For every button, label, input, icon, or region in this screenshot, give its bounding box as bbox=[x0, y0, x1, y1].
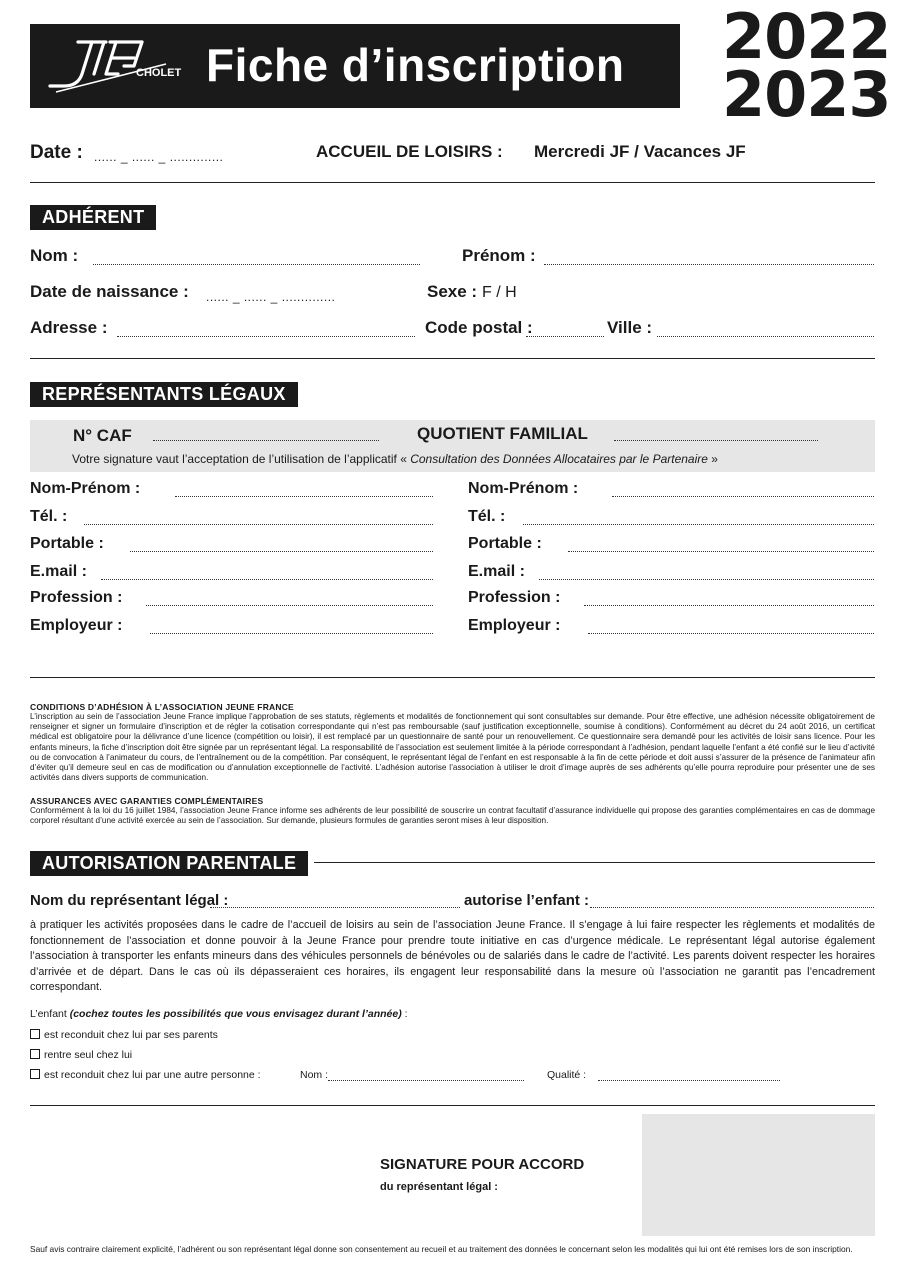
code-postal-label: Code postal : bbox=[425, 318, 533, 337]
rep2-email-field[interactable] bbox=[539, 579, 874, 580]
option-seul[interactable]: rentre seul chez lui bbox=[30, 1049, 132, 1061]
signature-title: SIGNATURE POUR ACCORD bbox=[380, 1156, 585, 1173]
year-end: 2023 bbox=[722, 58, 891, 131]
naissance-label: Date de naissance : bbox=[30, 282, 189, 301]
date-field[interactable]: ...... _ ...... _ .............. bbox=[94, 150, 224, 164]
sexe-label: Sexe : bbox=[427, 282, 478, 301]
section-representants-title: REPRÉSENTANTS LÉGAUX bbox=[30, 382, 298, 407]
section-adherent-title: ADHÉRENT bbox=[30, 205, 156, 230]
nom-field[interactable] bbox=[93, 264, 420, 265]
rep2-profession-field[interactable] bbox=[584, 605, 874, 606]
rep2-tel-label: Tél. : bbox=[468, 508, 506, 525]
rep2-portable-field[interactable] bbox=[568, 551, 874, 552]
rep1-employeur-label: Employeur : bbox=[30, 617, 123, 634]
rep-legal-label: Nom du représentant légal : bbox=[30, 892, 229, 909]
rep1-nom-label: Nom-Prénom : bbox=[30, 480, 141, 497]
rep2-email-label: E.mail : bbox=[468, 563, 525, 580]
checkbox[interactable] bbox=[30, 1049, 40, 1059]
option-parents[interactable]: est reconduit chez lui par ses parents bbox=[30, 1029, 218, 1041]
conditions-title: CONDITIONS D’ADHÉSION À L’ASSOCIATION JEUNE FRANCE bbox=[30, 702, 294, 712]
nom-label: Nom : bbox=[30, 246, 79, 265]
caf-note: Votre signature vaut l’acceptation de l’utilisation de l’applicatif « Consultation des Données Allocataires par le Partenaire » bbox=[72, 452, 718, 466]
options-intro: L’enfant (cochez toutes les possibilités que vous envisagez durant l’année) : bbox=[30, 1008, 408, 1020]
checkbox[interactable] bbox=[30, 1029, 40, 1039]
signature-box[interactable] bbox=[642, 1114, 875, 1236]
rep1-profession-field[interactable] bbox=[146, 605, 433, 606]
rep2-nom-label: Nom-Prénom : bbox=[468, 480, 579, 497]
autorise-enfant-label: autorise l’enfant : bbox=[464, 892, 590, 909]
autorise-enfant-field[interactable] bbox=[590, 907, 874, 908]
divider bbox=[30, 358, 875, 359]
prenom-field[interactable] bbox=[544, 264, 874, 265]
rep1-tel-field[interactable] bbox=[84, 524, 433, 525]
assurances-title: ASSURANCES AVEC GARANTIES COMPLÉMENTAIRES bbox=[30, 796, 264, 806]
rep1-portable-field[interactable] bbox=[130, 551, 433, 552]
signature-subtitle: du représentant légal : bbox=[380, 1181, 498, 1193]
logo-city-label: CHOLET bbox=[136, 67, 182, 79]
autorisation-text: à pratiquer les activités proposées dans le cadre de l’accueil de loisirs au sein de l’association Jeune France. Il s’engage à lui faire respecter les règlements et modalités de fonctionnement de l’association et donne pouvoir à la Jeune France pour prendre toute initiative en cas d’urgence médicale. Le représentant légal autorise également l’association à transporter les enfants mineurs dans des véhicules personnels de bénévoles ou de salariés dans le cadre de l’activité. Les parents doivent respecter les horaires d’arrivée et de départ. Dans le cas où ils dépasseraient ces horaires, ils engagent leur responsabilité dans la mesure où l’association ne garantit pas l’encadrement correspondant. bbox=[30, 919, 875, 994]
adresse-label: Adresse : bbox=[30, 318, 108, 337]
option-autre-personne[interactable]: est reconduit chez lui par une autre personne : bbox=[30, 1069, 261, 1081]
divider bbox=[30, 182, 875, 183]
other-qualite-field[interactable] bbox=[598, 1080, 780, 1081]
rep2-employeur-label: Employeur : bbox=[468, 617, 561, 634]
jf-logo-icon bbox=[46, 34, 176, 98]
sexe-options[interactable]: F / H bbox=[482, 284, 517, 301]
rep1-nom-field[interactable] bbox=[175, 496, 433, 497]
rep1-email-label: E.mail : bbox=[30, 563, 87, 580]
rep1-profession-label: Profession : bbox=[30, 589, 123, 606]
other-nom-field[interactable] bbox=[328, 1080, 524, 1081]
rep2-portable-label: Portable : bbox=[468, 535, 542, 552]
conditions-text: L’inscription au sein de l’association Jeune France implique l’approbation de ses statuts, règlements et modalités de fonctionnement qui sont consultables sur demande. Pour être effective, une adhésion nécessite obligatoirement de renseigner et signer un formulaire d’inscription et de régler la cotisation correspondante qui n’est pas remboursable (sauf justification exceptionnelle, soumise à conditions). Conformément au décret du 24 août 2016, un certificat médical est obligatoire pour la délivrance d’une licence (compétition ou loisir), il est remplacé par un questionnaire de santé pour un renouvellement. Ce questionnaire sera demandé pour les activités de loisir sans licence. Pour les enfants mineurs, la fiche d’inscription doit être signée par un représentant légal. La responsabilité de l’association est seulement limitée à la période correspondant à l’adhésion, pendant laquelle l’enfant a été confié sur le lieu d’activité ou de convocation à l’animateur du cours, de l’entraînement ou de la compétition. Par conséquent, le représentant légal de l’enfant en est responsable à la fin de cette période et doit aussi s’assurer de la présence de l’animateur afin d’éviter qu’il demeure seul en cas de modification ou d’annulation exceptionnelle de l’activité. L’adhésion autorise l’association à utiliser le droit d’image auprès de ses adhérents qu’elle pourra reproduire pour présenter une de ses activités dans divers supports de communication. bbox=[30, 712, 875, 783]
ville-label: Ville : bbox=[607, 318, 653, 337]
caf-field[interactable] bbox=[153, 440, 379, 441]
adresse-field[interactable] bbox=[117, 336, 415, 337]
naissance-field[interactable]: ...... _ ...... _ .............. bbox=[206, 290, 336, 304]
rep2-employeur-field[interactable] bbox=[588, 633, 874, 634]
caf-label: N° CAF bbox=[73, 426, 132, 445]
quotient-field[interactable] bbox=[614, 440, 818, 441]
rep2-profession-label: Profession : bbox=[468, 589, 561, 606]
date-label: Date : bbox=[30, 142, 83, 163]
accueil-options[interactable]: Mercredi JF / Vacances JF bbox=[534, 142, 746, 161]
rep2-nom-field[interactable] bbox=[612, 496, 874, 497]
code-postal-field[interactable] bbox=[526, 336, 604, 337]
section-autorisation-title: AUTORISATION PARENTALE bbox=[30, 851, 308, 876]
form-title: Fiche d’inscription bbox=[206, 39, 625, 91]
checkbox[interactable] bbox=[30, 1069, 40, 1079]
rep-legal-field[interactable] bbox=[210, 907, 460, 908]
quotient-label: QUOTIENT FAMILIAL bbox=[417, 424, 588, 443]
prenom-label: Prénom : bbox=[462, 246, 536, 265]
rep1-tel-label: Tél. : bbox=[30, 508, 68, 525]
caf-note-app: Consultation des Données Allocataires par le Partenaire bbox=[410, 452, 708, 466]
divider bbox=[30, 677, 875, 678]
rep1-portable-label: Portable : bbox=[30, 535, 104, 552]
divider bbox=[314, 862, 875, 863]
ville-field[interactable] bbox=[657, 336, 874, 337]
other-nom-label: Nom : bbox=[300, 1069, 329, 1081]
rep1-email-field[interactable] bbox=[101, 579, 433, 580]
accueil-label: ACCUEIL DE LOISIRS : bbox=[316, 142, 503, 161]
year-start: 2022 bbox=[722, 0, 891, 73]
rep1-employeur-field[interactable] bbox=[150, 633, 433, 634]
footer-consent: Sauf avis contraire clairement explicité, l’adhérent ou son représentant légal donne son consentement au recueil et au traitement des données le concernant selon les modalités qui lui ont été remises lors de son inscription. bbox=[30, 1244, 853, 1254]
assurances-text: Conformément à la loi du 16 juillet 1984, l’association Jeune France informe ses adhérents de leur possibilité de souscrire un contrat facultatif d’assurance individuelle qui propose des garanties complémentaires en cas de dommage corporel résultant d’une activité exercée au sein de l’association. Sur demande, plusieurs formules de garanties seront mises à leur disposition. bbox=[30, 806, 875, 826]
other-qualite-label: Qualité : bbox=[547, 1069, 587, 1081]
divider bbox=[30, 1105, 875, 1106]
rep2-tel-field[interactable] bbox=[523, 524, 874, 525]
